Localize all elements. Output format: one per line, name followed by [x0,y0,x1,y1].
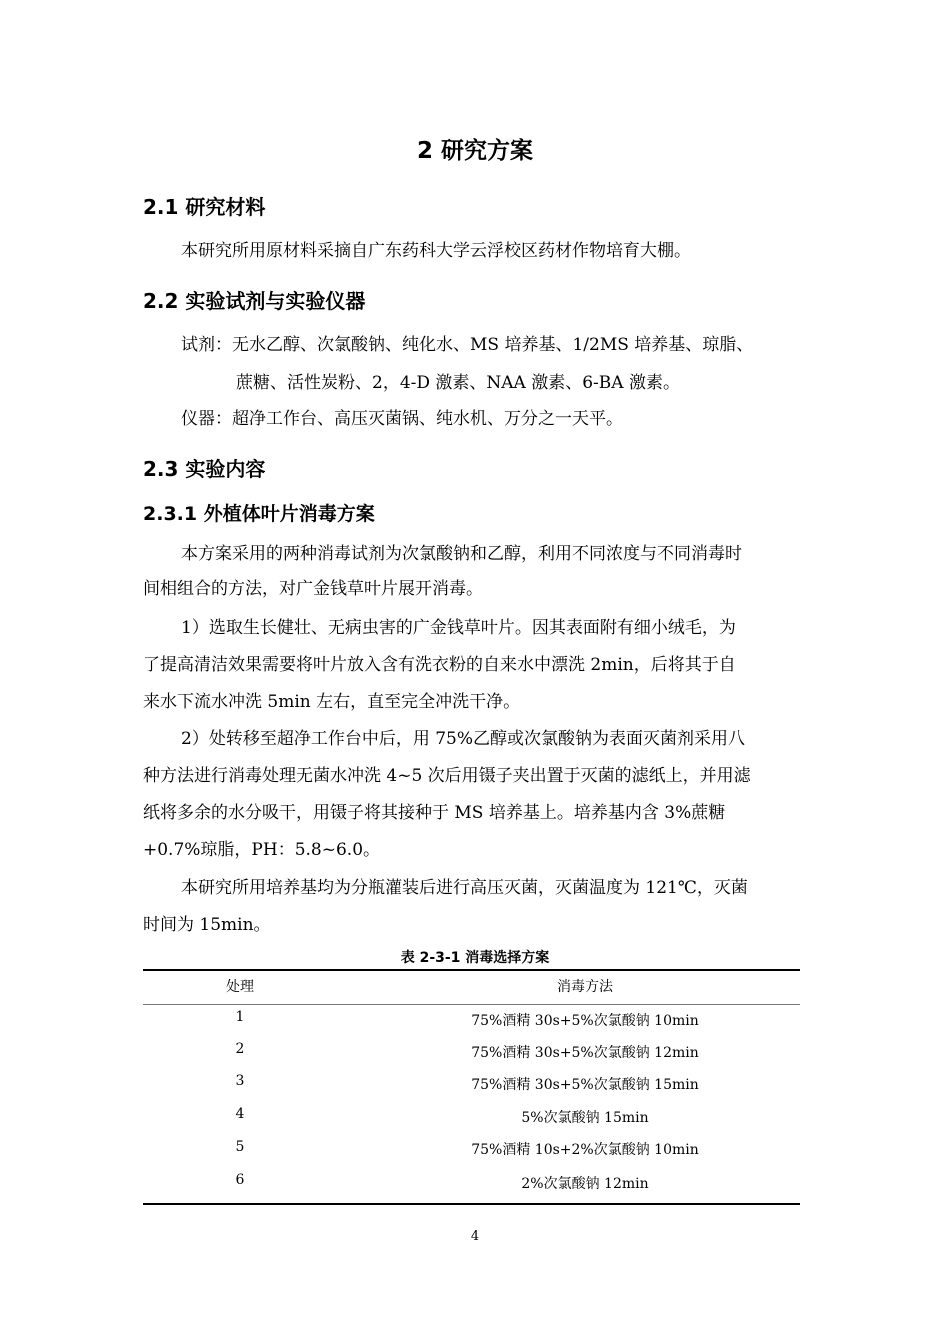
reagents-line-2: 蔗糖、活性炭粉、2，4-D 激素、NAA 激素、6-BA 激素。 [236,373,680,393]
table-top-rule [143,969,800,971]
instruments-line: 仪器：超净工作台、高压灭菌锅、纯水机、万分之一天平。 [181,409,623,429]
paragraph-3-line-2: 种方法进行消毒处理无菌水冲洗 4~5 次后用镊子夹出置于灭菌的滤纸上，并用滤 [143,766,751,786]
section-heading-2-2: 2.2 实验试剂与实验仪器 [143,289,366,313]
paragraph-2-line-2: 了提高清洁效果需要将叶片放入含有洗衣粉的自来水中漂洗 2min，后将其于自 [143,655,736,675]
table-cell-method: 75%酒精 10s+2%次氯酸钠 10min [471,1142,699,1158]
table-cell-treatment: 6 [235,1172,245,1188]
table-cell-method: 75%酒精 30s+5%次氯酸钠 12min [471,1045,699,1061]
table-cell-method: 2%次氯酸钠 12min [521,1176,649,1192]
table-header-method: 消毒方法 [557,979,613,995]
paragraph-4-line-1: 本研究所用培养基均为分瓶灌装后进行高压灭菌，灭菌温度为 121℃，灭菌 [181,878,748,898]
page-number: 4 [470,1229,480,1244]
table-cell-method: 5%次氯酸钠 15min [521,1110,649,1126]
table-cell-treatment: 3 [235,1073,245,1089]
section-heading-2-3: 2.3 实验内容 [143,457,266,481]
table-cell-treatment: 1 [235,1009,245,1025]
table-cell-method: 75%酒精 30s+5%次氯酸钠 15min [471,1077,699,1093]
table-cell-treatment: 5 [235,1139,245,1155]
paragraph-4-line-2: 时间为 15min。 [143,915,271,935]
paragraph-3-line-3: 纸将多余的水分吸干，用镊子将其接种于 MS 培养基上。培养基内含 3%蔗糖 [143,803,726,823]
paragraph-1-line-1: 本方案采用的两种消毒试剂为次氯酸钠和乙醇，利用不同浓度与不同消毒时 [181,544,742,564]
table-caption: 表 2-3-1 消毒选择方案 [400,950,550,966]
paragraph-3-line-4: +0.7%琼脂，PH：5.8~6.0。 [143,840,381,860]
paragraph-2-line-3: 来水下流水冲洗 5min 左右，直至完全冲洗干净。 [143,692,521,712]
table-header-treatment: 处理 [226,979,254,995]
paragraph-2-line-1: 1）选取生长健壮、无病虫害的广金钱草叶片。因其表面附有细小绒毛，为 [181,618,736,638]
table-bottom-rule [143,1203,800,1205]
section-heading-2-3-1: 2.3.1 外植体叶片消毒方案 [143,503,375,525]
chapter-title: 2 研究方案 [416,138,533,164]
table-cell-treatment: 4 [235,1106,245,1122]
paragraph-1-line-2: 间相组合的方法，对广金钱草叶片展开消毒。 [143,579,483,599]
table-cell-method: 75%酒精 30s+5%次氯酸钠 10min [471,1013,699,1029]
paragraph-3-line-1: 2）处转移至超净工作台中后，用 75%乙醇或次氯酸钠为表面灭菌剂采用八 [181,729,746,749]
section-heading-2-1: 2.1 研究材料 [143,195,266,219]
table-cell-treatment: 2 [235,1041,245,1057]
section-2-1-text: 本研究所用原材料采摘自广东药科大学云浮校区药材作物培育大棚。 [181,241,691,261]
table-header-rule [143,1004,800,1005]
reagents-line-1: 试剂：无水乙醇、次氯酸钠、纯化水、MS 培养基、1/2MS 培养基、琼脂、 [181,335,754,355]
